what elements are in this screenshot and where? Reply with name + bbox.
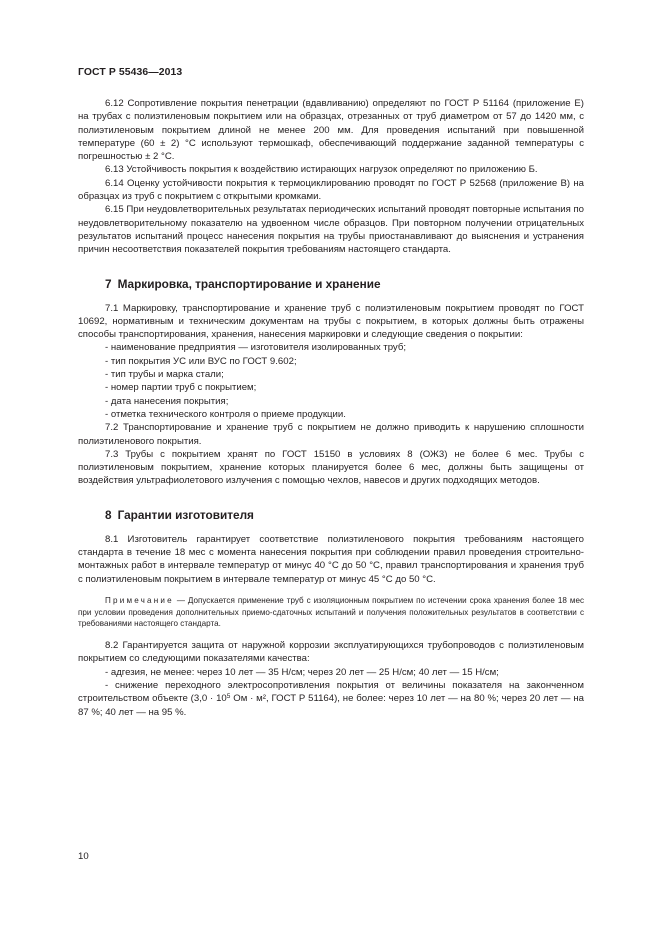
section-7-title: Маркировка, транспортирование и хранение xyxy=(117,276,381,291)
note-text: — Допускается применение труб с изоляционным покрытием по истечении срока хранения более 18 мес при условии проведения дополнительных приемо-сдаточных испытаний и получения положительных результатов в соответствии с требованиями настоящего стандарта. xyxy=(78,595,584,629)
paragraph-6-14: 6.14 Оценку устойчивости покрытия к термоциклированию проводят по ГОСТ Р 52568 (приложение В) на образцах из труб с покрытием с открытыми кромками. xyxy=(78,177,584,203)
list-item: - наименование предприятия — изготовителя изолированных труб; xyxy=(105,342,406,354)
paragraph-8-1: 8.1 Изготовитель гарантирует соответствие полиэтиленового покрытия требованиям настоящего стандарта в течение 18 мес с момента нанесения покрытия при соблюдении правил проведения строительно-монтажных работ в интервале температур от минус 40 °С до 50 °С, правил транспортирования и хранения труб с полиэтиленовым покрытием в интервале температур от минус 45 °С до 50 °С. xyxy=(78,533,584,585)
paragraph-7-2: 7.2 Транспортирование и хранение труб с покрытием не должно приводить к нарушению сплошности полиэтиленового покрытия. xyxy=(78,422,584,447)
document-header: ГОСТ Р 55436—2013 xyxy=(78,67,183,78)
list-item: - тип покрытия УС или ВУС по ГОСТ 9.602; xyxy=(105,355,297,367)
paragraph-6-12: 6.12 Сопротивление покрытия пенетрации (вдавливанию) определяют по ГОСТ Р 51164 (приложение Е) на трубах с полиэтиленовым покрытием или на образцах, отрезанных от труб диаметром от 57 до 1420 мм, с полиэтиленовым покрытием длиной не менее 200 мм. Для проведения испытаний при повышенной температуре (60 ± 2) °С используют термошкаф, обеспечивающий поддержание заданной температуры с погрешностью ± 2 °С. xyxy=(78,98,584,163)
page-body xyxy=(78,97,584,719)
list-item xyxy=(78,679,584,719)
list-item: - адгезия, не менее: через 10 лет — 35 Н/см; через 20 лет — 25 Н/см; 40 лет — 15 Н/см; xyxy=(105,666,499,678)
list-item: - тип трубы и марка стали; xyxy=(105,369,224,381)
list-item-text-part: - снижение переходного электросопротивления покрытия от величины показателя на законченном строительством объекте (3,0 · 10 xyxy=(78,679,584,705)
exponent: 5 xyxy=(226,693,231,701)
paragraph-6-13: 6.13 Устойчивость покрытия к воздействию истирающих нагрузок определяют по приложению Б. xyxy=(105,164,538,176)
note xyxy=(78,595,584,630)
page-number: 10 xyxy=(78,851,89,862)
paragraph-7-3: 7.3 Трубы с покрытием хранят по ГОСТ 15150 в условиях 8 (ОЖ3) не более 6 мес. Трубы с полиэтиленовым покрытием, хранение которых планируется более 6 мес, должны быть защищены от воздействия ультрафиолетового излучения с помощью чехлов, навесов и других подходящих методов. xyxy=(78,448,584,487)
list-item: - отметка технического контроля о приеме продукции. xyxy=(105,408,346,420)
section-8-title: Гарантии изготовителя xyxy=(117,507,254,522)
paragraph-7-1: 7.1 Маркировку, транспортирование и хранение труб с полиэтиленовым покрытием проводят по ГОСТ 10692, нормативным и техническим документам на трубы с покрытием, в которых должны быть отражены способы транспортирования, хранения, нанесения маркировки и следующие сведения о покрытии: xyxy=(78,302,584,341)
list-item: - дата нанесения покрытия; xyxy=(105,395,229,407)
list-item: - номер партии труб с покрытием; xyxy=(105,382,257,394)
list-item-text-part: Ом · м², ГОСТ Р 51164), не более: через 10 лет — на 80 %; через 20 лет — на 87 %; 40 лет — на 95 %. xyxy=(78,693,584,718)
section-8-heading xyxy=(78,508,584,522)
section-7-heading xyxy=(78,277,584,291)
section-7-number: 7 xyxy=(105,276,112,291)
section-8-number: 8 xyxy=(105,507,112,522)
paragraph-8-2: 8.2 Гарантируется защита от наружной коррозии эксплуатирующихся трубопроводов с полиэтиленовым покрытием со следующими показателями качества: xyxy=(78,640,584,665)
note-label: Примечание xyxy=(105,595,174,605)
paragraph-6-15: 6.15 При неудовлетворительных результатах периодических испытаний проводят повторные испытания по неудовлетворительному показателю на удвоенном числе образцов. При повторном получении отрицательных результатов испытаний процесс нанесения покрытия на трубы приостанавливают до выяснения и устранения причин несоответствия показателей покрытия требованиям настоящего стандарта. xyxy=(78,204,584,256)
